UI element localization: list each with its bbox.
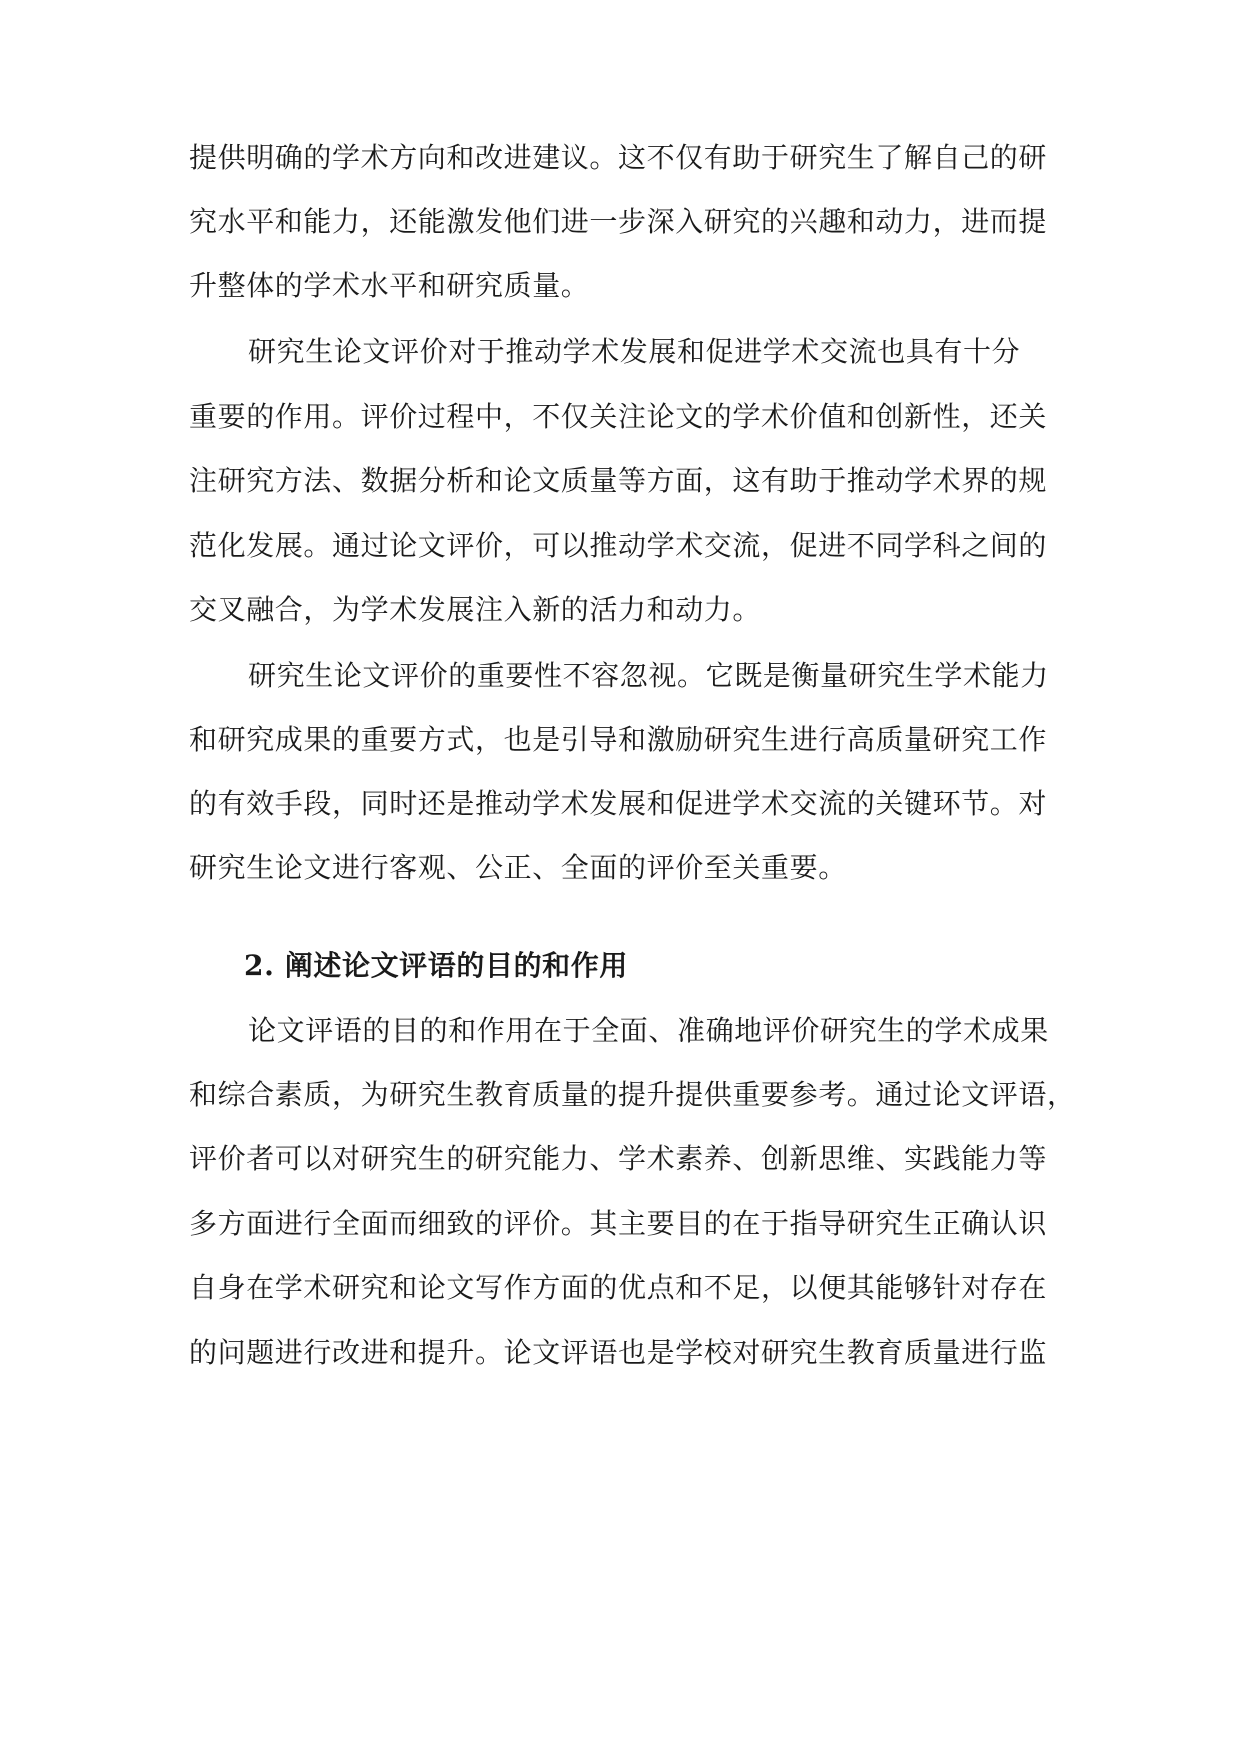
paragraph-2-line-4: 范化发展。通过论文评价，可以推动学术交流，促进不同学科之间的 <box>189 529 1048 562</box>
paragraph-3-line-1: 研究生论文评价的重要性不容忽视。它既是衡量研究生学术能力 <box>248 659 1049 692</box>
paragraph-1-line-2: 究水平和能力，还能激发他们进一步深入研究的兴趣和动力，进而提 <box>189 205 1048 238</box>
paragraph-2-line-1: 研究生论文评价对于推动学术发展和促进学术交流也具有十分 <box>248 335 1021 368</box>
paragraph-2-line-5: 交叉融合，为学术发展注入新的活力和动力。 <box>189 593 762 626</box>
paragraph-3-line-2: 和研究成果的重要方式，也是引导和激励研究生进行高质量研究工作 <box>189 723 1048 756</box>
paragraph-4-line-3: 评价者可以对研究生的研究能力、学术素养、创新思维、实践能力等 <box>189 1142 1048 1175</box>
paragraph-4-line-5: 自身在学术研究和论文写作方面的优点和不足，以便其能够针对存在 <box>189 1271 1048 1304</box>
paragraph-2-line-3: 注研究方法、数据分析和论文质量等方面，这有助于推动学术界的规 <box>189 464 1048 497</box>
paragraph-4-line-1: 论文评语的目的和作用在于全面、准确地评价研究生的学术成果 <box>248 1014 1049 1047</box>
paragraph-3-line-4: 研究生论文进行客观、公正、全面的评价至关重要。 <box>189 851 847 884</box>
paragraph-4-line-4: 多方面进行全面而细致的评价。其主要目的在于指导研究生正确认识 <box>189 1207 1048 1240</box>
paragraph-1-line-1: 提供明确的学术方向和改进建议。这不仅有助于研究生了解自己的研 <box>189 141 1048 174</box>
paragraph-2-line-2: 重要的作用。评价过程中，不仅关注论文的学术价值和创新性，还关 <box>189 400 1048 433</box>
paragraph-4-line-2: 和综合素质，为研究生教育质量的提升提供重要参考。通过论文评语， <box>189 1078 1076 1111</box>
paragraph-1-line-3: 升整体的学术水平和研究质量。 <box>189 269 590 302</box>
section-heading: 2. 阐述论文评语的目的和作用 <box>244 949 628 982</box>
paragraph-3-line-3: 的有效手段，同时还是推动学术发展和促进学术交流的关键环节。对 <box>189 787 1048 820</box>
paragraph-4-line-6: 的问题进行改进和提升。论文评语也是学校对研究生教育质量进行监 <box>189 1336 1048 1369</box>
